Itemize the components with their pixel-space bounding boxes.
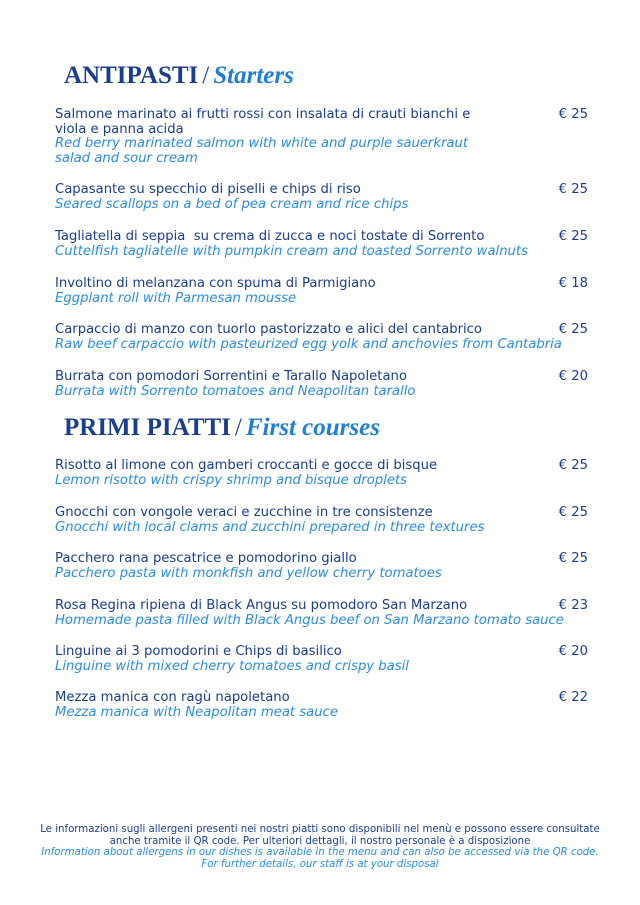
menu-item xyxy=(55,229,588,259)
menu-item xyxy=(55,551,588,581)
dish-name-english: Homemade pasta filled with Black Angus beef on San Marzano tomato sauce xyxy=(55,612,564,628)
dish-price: € 25 xyxy=(558,182,588,197)
allergen-notice-italian: Le informazioni sugli allergeni presenti nei nostri piatti sono disponibili nel menù e possono essere consultate anche tramite il QR code. Per ulteriori dettagli, il nostro personale è a disposizione xyxy=(40,824,600,847)
dish-name-italian: Rosa Regina ripiena di Black Angus su pomodoro San Marzano xyxy=(55,598,468,613)
section-title-antipasti xyxy=(64,62,294,90)
dish-name-italian: Burrata con pomodori Sorrentini e Tarallo Napoletano xyxy=(55,369,407,384)
dish-name-italian: Tagliatella di seppia su crema di zucca e noci tostate di Sorrento xyxy=(55,229,485,244)
dish-name-english: Gnocchi with local clams and zucchini prepared in three textures xyxy=(55,519,485,535)
section-title-italian: ANTIPASTI xyxy=(64,62,199,89)
dish-name-english: Eggplant roll with Parmesan mousse xyxy=(55,290,297,306)
menu-item xyxy=(55,690,588,720)
dish-name-italian: Involtino di melanzana con spuma di Parmigiano xyxy=(55,276,376,291)
menu-item xyxy=(55,458,588,488)
section-title-english: Starters xyxy=(213,62,294,89)
dish-name-italian: Pacchero rana pescatrice e pomodorino giallo xyxy=(55,551,357,566)
menu-item xyxy=(55,598,588,628)
dish-name-italian: Risotto al limone con gamberi croccanti e gocce di bisque xyxy=(55,458,438,473)
menu-item xyxy=(55,644,588,674)
dish-name-english: Cuttelfish tagliatelle with pumpkin cream and toasted Sorrento walnuts xyxy=(55,243,528,259)
dish-name-english: Linguine with mixed cherry tomatoes and crispy basil xyxy=(55,658,409,674)
allergen-notice xyxy=(40,824,600,870)
menu-item xyxy=(55,182,588,212)
dish-name-english: Mezza manica with Neapolitan meat sauce xyxy=(55,704,338,720)
dish-name-italian: Salmone marinato ai frutti rossi con insalata di crauti bianchi e viola e panna acida xyxy=(55,107,471,137)
dish-price: € 25 xyxy=(558,458,588,473)
dish-name-italian: Gnocchi con vongole veraci e zucchine in tre consistenze xyxy=(55,505,433,520)
dish-price: € 20 xyxy=(558,644,588,659)
menu-item xyxy=(55,369,588,399)
dish-price: € 25 xyxy=(558,505,588,520)
menu-item xyxy=(55,276,588,306)
menu-item xyxy=(55,107,588,166)
section-title-primi-piatti xyxy=(64,414,380,442)
dish-name-italian: Mezza manica con ragù napoletano xyxy=(55,690,290,705)
dish-name-english: Raw beef carpaccio with pasteurized egg yolk and anchovies from Cantabria xyxy=(55,336,562,352)
dish-name-italian: Capasante su specchio di piselli e chips di riso xyxy=(55,182,361,197)
dish-price: € 25 xyxy=(558,322,588,337)
dish-price: € 18 xyxy=(558,276,588,291)
menu-item xyxy=(55,505,588,535)
dish-price: € 25 xyxy=(558,229,588,244)
dish-price: € 25 xyxy=(558,551,588,566)
dish-name-italian: Carpaccio di manzo con tuorlo pastorizzato e alici del cantabrico xyxy=(55,322,482,337)
section-title-separator: / xyxy=(202,62,210,89)
dish-name-english: Pacchero pasta with monkfish and yellow cherry tomatoes xyxy=(55,565,442,581)
dish-name-italian: Linguine ai 3 pomodorini e Chips di basilico xyxy=(55,644,342,659)
menu-item xyxy=(55,322,588,352)
dish-price: € 25 xyxy=(558,107,588,122)
dish-price: € 20 xyxy=(558,369,588,384)
section-title-italian: PRIMI PIATTI xyxy=(64,414,231,441)
dish-name-english: Red berry marinated salmon with white and purple sauerkraut salad and sour cream xyxy=(55,136,469,166)
section-title-separator: / xyxy=(234,414,242,441)
dish-name-english: Burrata with Sorrento tomatoes and Neapolitan tarallo xyxy=(55,383,416,399)
allergen-notice-english: Information about allergens in our dishes is available in the menu and can also be accessed via the QR code. For further details, our staff is at your disposal xyxy=(41,847,599,870)
dish-price: € 22 xyxy=(558,690,588,705)
section-title-english: First courses xyxy=(245,414,380,441)
dish-name-english: Seared scallops on a bed of pea cream and rice chips xyxy=(55,196,409,212)
dish-price: € 23 xyxy=(558,598,588,613)
dish-name-english: Lemon risotto with crispy shrimp and bisque droplets xyxy=(55,472,408,488)
